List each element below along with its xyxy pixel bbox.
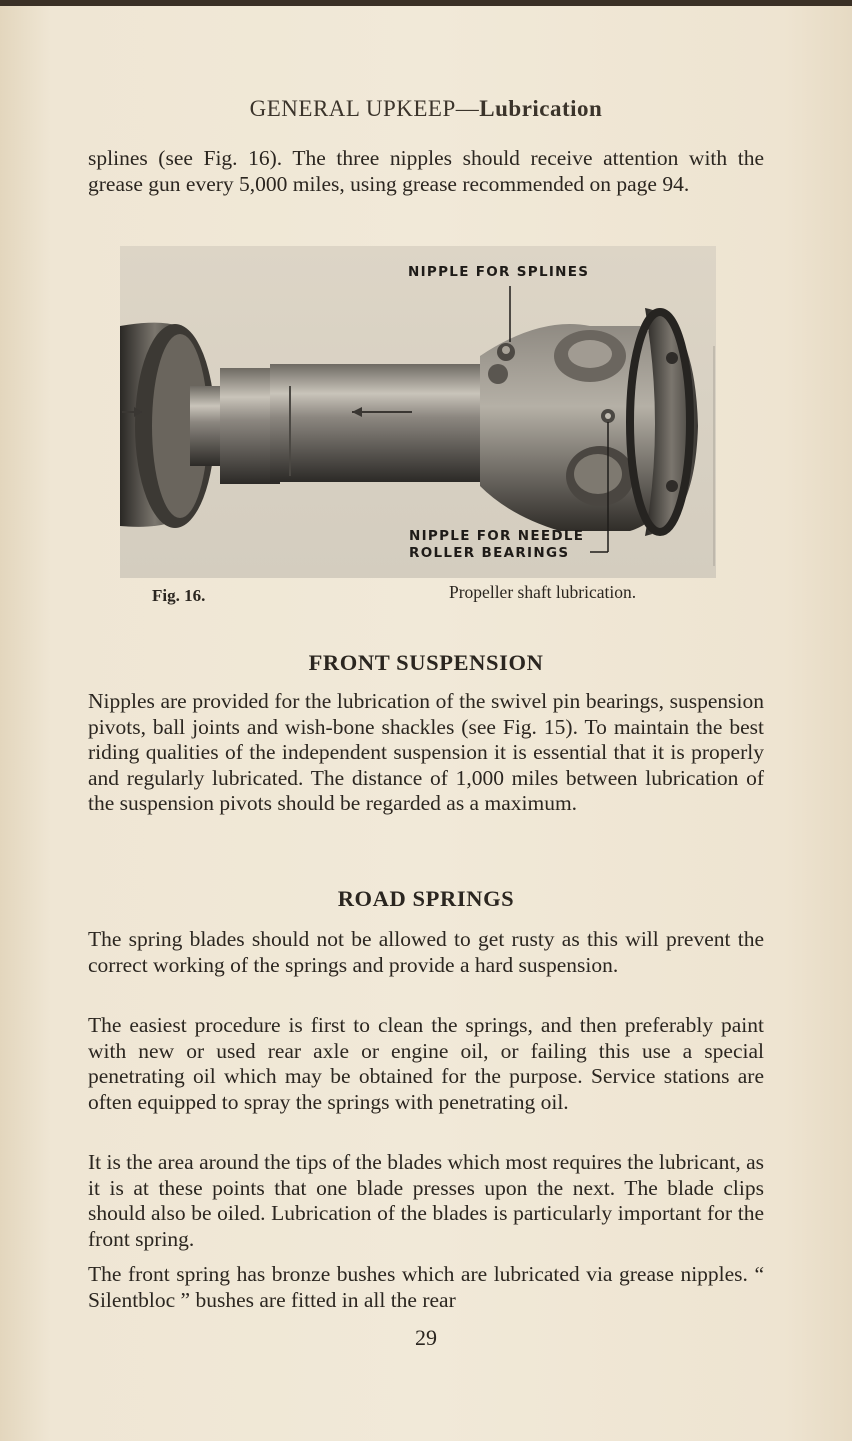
page-number: 29 bbox=[415, 1325, 437, 1350]
road-springs-heading: ROAD SPRINGS bbox=[337, 886, 515, 911]
front-suspension-heading: FRONT SUSPENSION bbox=[308, 650, 544, 675]
running-head-section: GENERAL UPKEEP— bbox=[249, 96, 480, 121]
road-springs-paragraph-2: The easiest procedure is first to clean the springs, and then preferably paint with new or used rear axle or engine oil, or failing this use a special penetrating oil which may be obtained for the purpose. Service stations are often equipped to spray the springs with penetrating oil. bbox=[88, 1013, 764, 1114]
intro-paragraph: splines (see Fig. 16). The three nipples should receive attention with the grease gun every 5,000 miles, using grease recommended on page 94. bbox=[88, 146, 764, 196]
running-head-topic: Lubrication bbox=[479, 96, 603, 121]
running-head bbox=[0, 96, 852, 122]
road-springs-paragraph-4: The front spring has bronze bushes which are lubricated via grease nipples. “ Silentbloc ” bushes are fitted in all the rear bbox=[88, 1262, 764, 1312]
callout-nipple-needle-line2: ROLLER BEARINGS bbox=[409, 545, 570, 561]
road-springs-paragraph-1: The spring blades should not be allowed to get rusty as this will prevent the correct working of the springs and provide a hard suspension. bbox=[88, 927, 764, 977]
road-springs-paragraph-3: It is the area around the tips of the blades which most requires the lubricant, as it is at these points that one blade presses upon the next. The blade clips should also be oiled. Lubrication of the blades is particularly important for the front spring. bbox=[88, 1150, 764, 1251]
callout-nipple-needle-line1: NIPPLE FOR NEEDLE bbox=[409, 528, 585, 544]
figure-caption: Propeller shaft lubrication. bbox=[449, 582, 637, 602]
callout-nipple-splines: NIPPLE FOR SPLINES bbox=[408, 264, 590, 280]
propeller-shaft-figure bbox=[120, 246, 716, 578]
page-top-edge bbox=[0, 0, 852, 6]
front-suspension-paragraph: Nipples are provided for the lubrication of the swivel pin bearings, suspension pivots, ball joints and wish-bone shackles (see Fig. 15). To maintain the best riding qualities of the independent suspension it is essential that it is properly and regularly lubricated. The distance of 1,000 miles between lubrication of the suspension pivots should be regarded as a maximum. bbox=[88, 689, 764, 815]
figure-label: Fig. 16. bbox=[152, 586, 206, 605]
